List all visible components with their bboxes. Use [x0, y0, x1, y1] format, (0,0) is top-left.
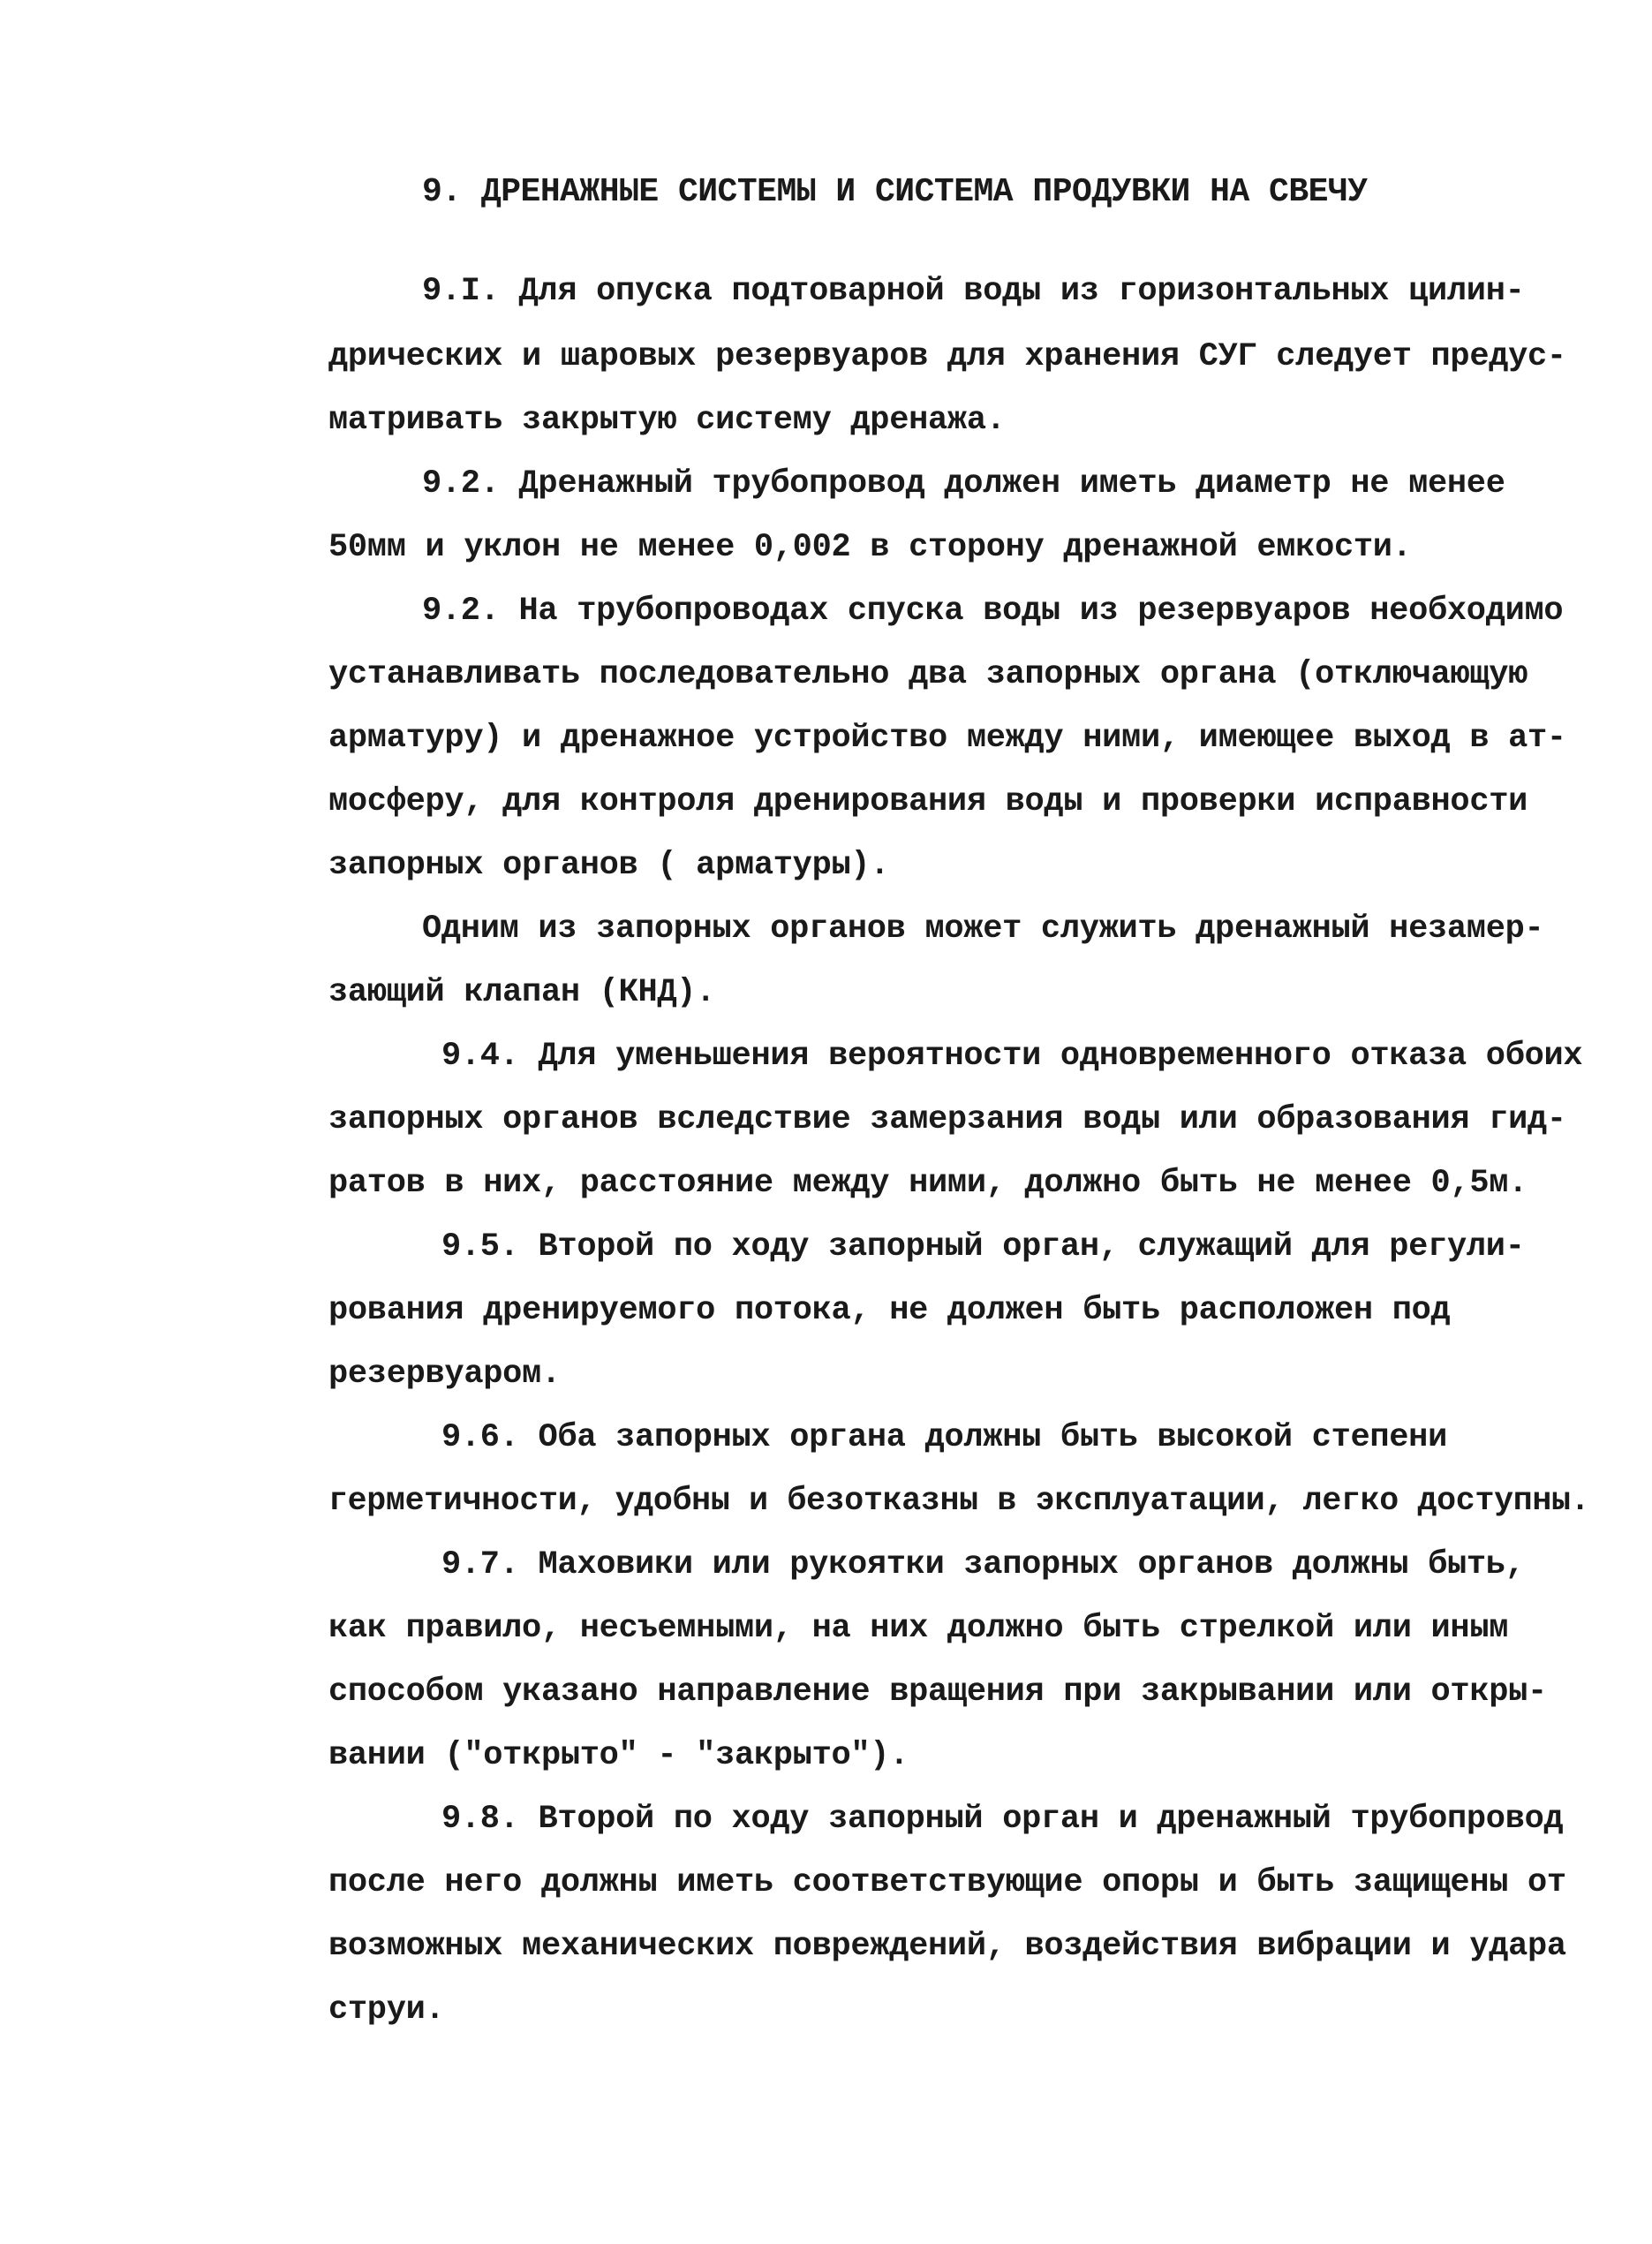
paragraph-9-4-line-3: ратов в них, расстояние между ними, должно быть не менее 0,5м.: [328, 1165, 1528, 1202]
paragraph-9-1-line-3: матривать закрытую систему дренажа.: [328, 402, 1006, 439]
paragraph-9-6-line-1: 9.6. Оба запорных органа должны быть высокой степени: [441, 1419, 1447, 1456]
paragraph-9-8-line-4: струи.: [328, 1991, 445, 2029]
paragraph-9-4-line-1: 9.4. Для уменьшения вероятности одновременного отказа обоих: [441, 1038, 1583, 1075]
paragraph-9-2c-line-1: Одним из запорных органов может служить дренажный незамер-: [422, 910, 1544, 948]
paragraph-9-7-line-4: вании ("открыто" - "закрыто").: [328, 1737, 909, 1774]
paragraph-9-2b-line-5: запорных органов ( арматуры).: [328, 847, 890, 884]
paragraph-9-5-line-2: рования дренируемого потока, не должен быть расположен под: [328, 1292, 1451, 1329]
paragraph-9-2b-line-1: 9.2. На трубопроводах спуска воды из резервуаров необходимо: [422, 593, 1564, 630]
paragraph-9-2b-line-4: мосферу, для контроля дренирования воды и проверки исправности: [328, 783, 1528, 820]
section-heading: 9. ДРЕНАЖНЫЕ СИСТЕМЫ И СИСТЕМА ПРОДУВКИ НА СВЕЧУ: [422, 173, 1368, 211]
paragraph-9-7-line-3: способом указано направление вращения при закрывании или откры-: [328, 1674, 1547, 1711]
paragraph-9-1-line-2: дрических и шаровых резервуаров для хранения СУГ следует предус-: [328, 338, 1566, 375]
paragraph-9-8-line-1: 9.8. Второй по ходу запорный орган и дренажный трубопровод: [441, 1801, 1564, 1838]
paragraph-9-4-line-2: запорных органов вследствие замерзания воды или образования гид-: [328, 1101, 1566, 1138]
paragraph-9-7-line-2: как правило, несъемными, на них должно быть стрелкой или иным: [328, 1610, 1509, 1647]
paragraph-9-5-line-1: 9.5. Второй по ходу запорный орган, служащий для регули-: [441, 1228, 1525, 1266]
paragraph-9-2a-line-1: 9.2. Дренажный трубопровод должен иметь диаметр не менее: [422, 465, 1505, 502]
paragraph-9-8-line-2: после него должны иметь соответствующие опоры и быть защищены от: [328, 1864, 1566, 1901]
paragraph-9-2c-line-2: зающий клапан (КНД).: [328, 974, 716, 1011]
paragraph-9-2b-line-2: устанавливать последовательно два запорных органа (отключающую: [328, 656, 1528, 693]
paragraph-9-6-line-2: герметичности, удобны и безотказны в эксплуатации, легко доступны.: [328, 1483, 1590, 1520]
paragraph-9-2b-line-3: арматуру) и дренажное устройство между ними, имеющее выход в ат-: [328, 720, 1566, 757]
paragraph-9-1-line-1: 9.I. Для опуска подтоварной воды из горизонтальных цилин-: [422, 273, 1525, 310]
paragraph-9-2a-line-2: 50мм и уклон не менее 0,002 в сторону дренажной емкости.: [328, 529, 1412, 566]
paragraph-9-8-line-3: возможных механических повреждений, воздействия вибрации и удара: [328, 1928, 1566, 1965]
paragraph-9-7-line-1: 9.7. Маховики или рукоятки запорных органов должны быть,: [441, 1546, 1525, 1583]
paragraph-9-5-line-3: резервуаром.: [328, 1356, 561, 1393]
